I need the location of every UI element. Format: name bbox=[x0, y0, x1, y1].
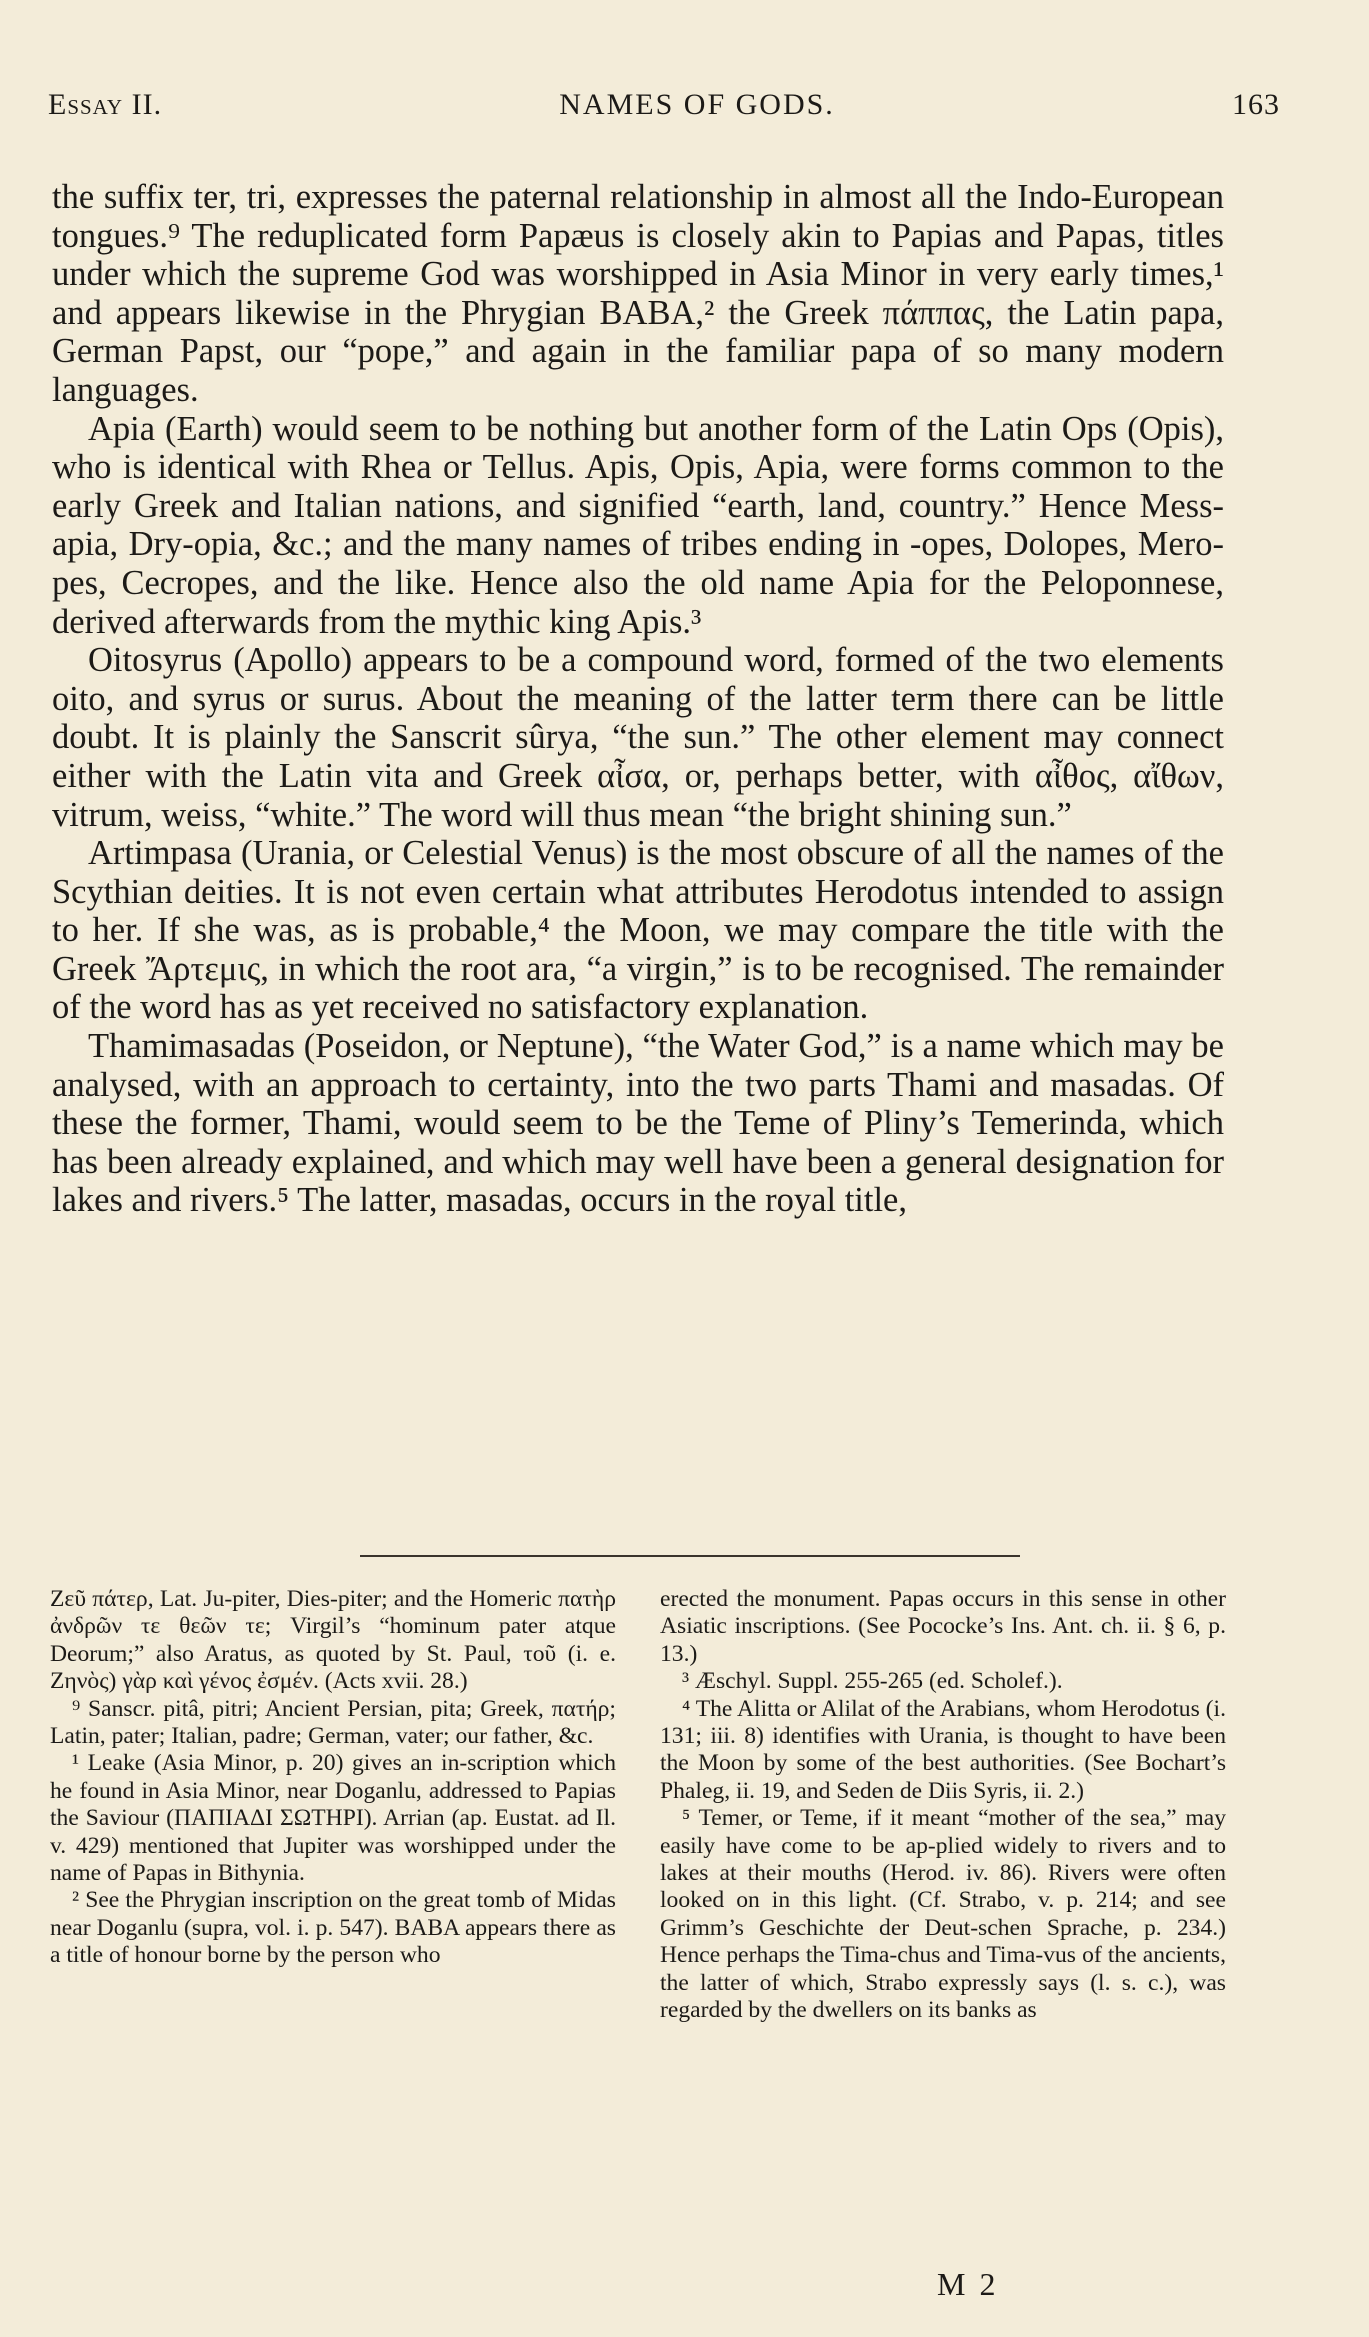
footnotes bbox=[50, 1586, 1226, 2025]
main-text bbox=[52, 178, 1224, 1220]
footnote-divider bbox=[360, 1555, 1020, 1557]
footnotes-left-column bbox=[50, 1586, 616, 2025]
footnote-3: ³ Æschyl. Suppl. 255-265 (ed. Scholef.). bbox=[682, 1668, 1063, 1695]
footnotes-right-column bbox=[660, 1586, 1226, 2025]
footnote-9: ⁹ Sanscr. pitâ, pitri; Ancient Persian, pita; Greek, πατήρ; Latin, pater; Italian, padre; German, vater; our father, &c. bbox=[50, 1695, 616, 1750]
footnote-2-continued: erected the monument. Papas occurs in this sense in other Asiatic inscriptions. (See Pococke’s Ins. Ant. ch. ii. § 6, p. 13.) bbox=[660, 1586, 1226, 1667]
paragraph-apia: Apia (Earth) would seem to be nothing but another form of the Latin Ops (Opis), who is identical with Rhea or Tellus. Apis, Opis, Apia, were forms common to the early Greek and Italian nations, and signified “earth, land, country.” Hence Mess-apia, Dry-opia, &c.; and the many names of tribes ending in -opes, Dolopes, Mero-pes, Cecropes, and the like. Hence also the old name Apia for the Peloponnese, derived afterwards from the mythic king Apis.³ bbox=[52, 409, 1224, 641]
page-title: NAMES OF GODS. bbox=[559, 88, 835, 121]
paragraph-thamimasadas: Thamimasadas (Poseidon, or Neptune), “the Water God,” is a name which may be analysed, with an approach to certainty, into the two parts Thami and masadas. Of these the former, Thami, would seem to be the Teme of Pliny’s Temerinda, which has been already explained, and which may well have been a general designation for lakes and rivers.⁵ The latter, masadas, occurs in the royal title, bbox=[52, 1027, 1224, 1220]
paragraph-oitosyrus: Oitosyrus (Apollo) appears to be a compound word, formed of the two elements oito, and syrus or surus. About the meaning of the latter term there can be little doubt. It is plainly the Sanscrit sûrya, “the sun.” The other element may connect either with the Latin vita and Greek αἶσα, or, perhaps better, with αἶθος, αἴθων, vitrum, weiss, “white.” The word will thus mean “the bright shining sun.” bbox=[52, 641, 1224, 834]
signature-mark: M 2 bbox=[937, 2266, 999, 2302]
footnote-4: ⁴ The Alitta or Alilat of the Arabians, whom Herodotus (i. 131; iii. 8) identifies with Urania, is thought to have been the Moon by some of the best authorities. (See Bochart’s Phaleg, ii. 19, and Seden de Diis Syris, ii. 2.) bbox=[660, 1695, 1226, 1804]
paragraph-artimpasa: Artimpasa (Urania, or Celestial Venus) is the most obscure of all the names of the Scythian deities. It is not even certain what attributes Herodotus intended to assign to her. If she was, as is probable,⁴ the Moon, we may compare the title with the Greek Ἄρτεμις, in which the root ara, “a virgin,” is to be recognised. The remainder of the word has as yet received no satisfactory explanation. bbox=[52, 834, 1224, 1027]
running-header bbox=[48, 88, 1280, 128]
footnote-1: ¹ Leake (Asia Minor, p. 20) gives an in-scription which he found in Asia Minor, near Doganlu, addressed to Papias the Saviour (ΠΑΠΙΑΔΙ ΣΩΤΗΡΙ). Arrian (ap. Eustat. ad Il. v. 429) mentioned that Jupiter was worshipped under the name of Papas in Bithynia. bbox=[50, 1750, 616, 1887]
page-number: 163 bbox=[1232, 88, 1280, 121]
footnote-5: ⁵ Temer, or Teme, if it meant “mother of the sea,” may easily have come to be ap-plied widely to rivers and to lakes at their mouths (Herod. iv. 86). Rivers were often looked on in this light. (Cf. Strabo, v. p. 214; and see Grimm’s Geschichte der Deut-schen Sprache, p. 234.) Hence perhaps the Tima-chus and Tima-vus of the ancients, the latter of which, Strabo expressly says (l. s. c.), was regarded by the dwellers on its banks as bbox=[660, 1805, 1226, 2024]
footnote-2: ² See the Phrygian inscription on the great tomb of Midas near Doganlu (supra, vol. i. p. 547). BABA appears there as a title of honour borne by the person who bbox=[50, 1887, 616, 1969]
footnote-continued: Ζεῦ πάτερ, Lat. Ju-piter, Dies-piter; and the Homeric πατὴρ ἀνδρῶν τε θεῶν τε; Virgil’s “hominum pater atque Deorum;” also Aratus, as quoted by St. Paul, τοῦ (i. e. Ζηνὸς) γὰρ καὶ γένος ἐσμέν. (Acts xvii. 28.) bbox=[50, 1586, 616, 1695]
paragraph-suffix: the suffix ter, tri, expresses the paternal relationship in almost all the Indo-European tongues.⁹ The reduplicated form Papæus is closely akin to Papias and Papas, titles under which the supreme God was worshipped in Asia Minor in very early times,¹ and appears likewise in the Phrygian BABA,² the Greek πάππας, the Latin papa, German Papst, our “pope,” and again in the familiar papa of so many modern languages. bbox=[52, 178, 1224, 409]
essay-label: Essay II. bbox=[48, 88, 163, 121]
